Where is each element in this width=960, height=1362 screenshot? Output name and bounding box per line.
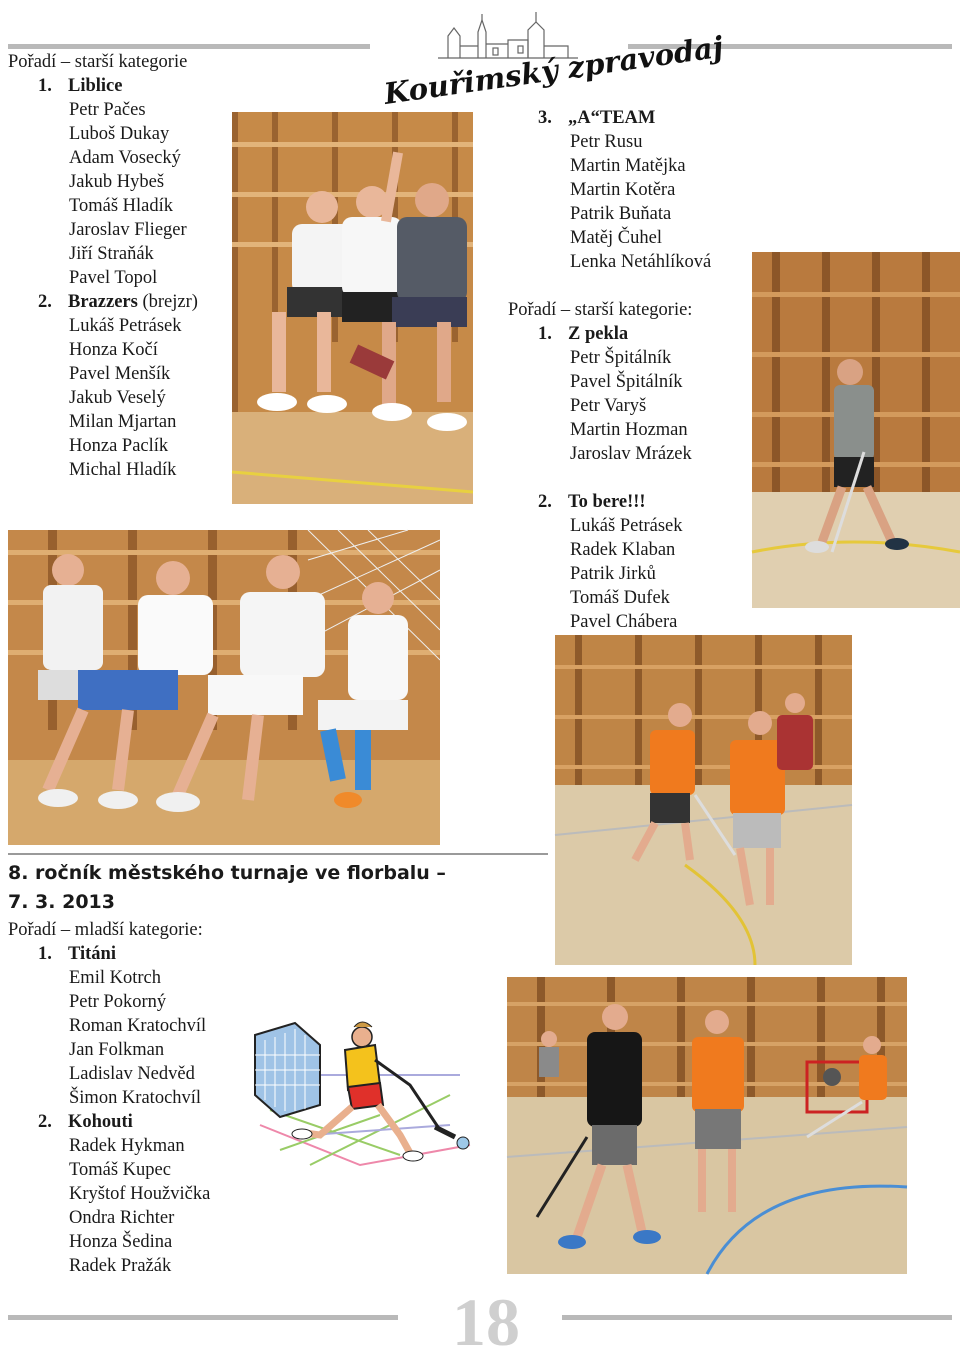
player: Adam Vosecký xyxy=(69,148,181,168)
footer-rule-right xyxy=(562,1315,952,1320)
team-num: 2. xyxy=(38,292,52,312)
player: Honza Šedina xyxy=(69,1232,173,1252)
player: Martin Matějka xyxy=(570,156,686,176)
junior-heading: Pořadí – mladší kategorie: xyxy=(8,920,203,940)
player: Jiří Straňák xyxy=(69,244,154,264)
team-name: „A“TEAM xyxy=(568,108,656,128)
player: Jaroslav Mrázek xyxy=(570,444,692,464)
photo-boy-walking xyxy=(752,252,960,608)
player: Matěj Čuhel xyxy=(570,228,662,248)
player: Radek Klaban xyxy=(570,540,676,560)
player: Jaroslav Flieger xyxy=(69,220,187,240)
player: Radek Hykman xyxy=(69,1136,185,1156)
player: Petr Pačes xyxy=(69,100,146,120)
tournament-title-1: 8. ročník městského turnaje ve florbalu – xyxy=(8,862,446,884)
photo-boys-bench xyxy=(232,112,473,504)
team-name: Liblice xyxy=(68,76,123,96)
footer-rule-left xyxy=(8,1315,398,1320)
tournament-title-2: 7. 3. 2013 xyxy=(8,891,115,913)
player: Milan Mjartan xyxy=(69,412,177,432)
floorball-clipart xyxy=(250,1015,475,1175)
player: Martin Hozman xyxy=(570,420,688,440)
player: Patrik Jirků xyxy=(570,564,656,584)
team-titani xyxy=(38,942,116,966)
player: Petr Varyš xyxy=(570,396,647,416)
player: Tomáš Hladík xyxy=(69,196,174,216)
player: Roman Kratochvíl xyxy=(69,1016,207,1036)
player: Tomáš Kupec xyxy=(69,1160,171,1180)
player: Pavel Topol xyxy=(69,268,158,288)
player: Radek Pražák xyxy=(69,1256,172,1276)
player: Luboš Dukay xyxy=(69,124,170,144)
team-ateam xyxy=(538,106,655,130)
team-kohouti xyxy=(38,1110,133,1134)
player: Ondra Richter xyxy=(69,1208,175,1228)
photo-game-action xyxy=(507,977,907,1274)
team-suffix: (brejzr) xyxy=(137,292,198,312)
photo-four-boys xyxy=(8,530,440,845)
player: Honza Paclík xyxy=(69,436,169,456)
team-brazzers xyxy=(38,290,198,314)
player: Michal Hladík xyxy=(69,460,177,480)
team-num: 1. xyxy=(38,76,52,96)
team-name: To bere!!! xyxy=(568,492,646,512)
player: Emil Kotrch xyxy=(69,968,161,988)
page-number: 18 xyxy=(452,1284,520,1360)
player: Patrik Buňata xyxy=(570,204,672,224)
player: Jakub Veselý xyxy=(69,388,166,408)
player: Tomáš Dufek xyxy=(570,588,670,608)
player: Honza Kočí xyxy=(69,340,158,360)
player: Kryštof Houžvička xyxy=(69,1184,211,1204)
player: Martin Kotěra xyxy=(570,180,676,200)
player: Lukáš Petrásek xyxy=(570,516,683,536)
right-heading: Pořadí – starší kategorie: xyxy=(508,300,693,320)
left-top-heading: Pořadí – starší kategorie xyxy=(8,52,188,72)
team-num: 3. xyxy=(538,108,552,128)
header-rule-left xyxy=(8,44,370,49)
masthead-title: Kouřimský zpravodaj xyxy=(381,29,726,111)
player: Lenka Netáhlíková xyxy=(570,252,712,272)
team-to-bere xyxy=(538,490,646,514)
player: Pavel Chábera xyxy=(570,612,678,632)
player: Jakub Hybeš xyxy=(69,172,165,192)
player: Petr Rusu xyxy=(570,132,643,152)
team-num: 2. xyxy=(538,492,552,512)
player: Pavel Špitálník xyxy=(570,372,683,392)
team-num: 2. xyxy=(38,1112,52,1132)
player: Jan Folkman xyxy=(69,1040,165,1060)
team-z-pekla xyxy=(538,322,628,346)
team-name: Brazzers xyxy=(68,292,138,312)
player: Ladislav Nedvěd xyxy=(69,1064,195,1084)
team-name: Titáni xyxy=(68,944,116,964)
photo-orange-vests xyxy=(555,635,852,965)
team-name: Z pekla xyxy=(568,324,629,344)
player: Lukáš Petrásek xyxy=(69,316,182,336)
player: Petr Pokorný xyxy=(69,992,167,1012)
player: Petr Špitálník xyxy=(570,348,672,368)
masthead-logo xyxy=(378,10,726,111)
team-num: 1. xyxy=(538,324,552,344)
section-rule xyxy=(8,853,548,855)
team-liblice xyxy=(38,74,122,98)
team-name: Kohouti xyxy=(68,1112,133,1132)
player: Pavel Menšík xyxy=(69,364,171,384)
player: Šimon Kratochvíl xyxy=(69,1088,202,1108)
team-num: 1. xyxy=(38,944,52,964)
